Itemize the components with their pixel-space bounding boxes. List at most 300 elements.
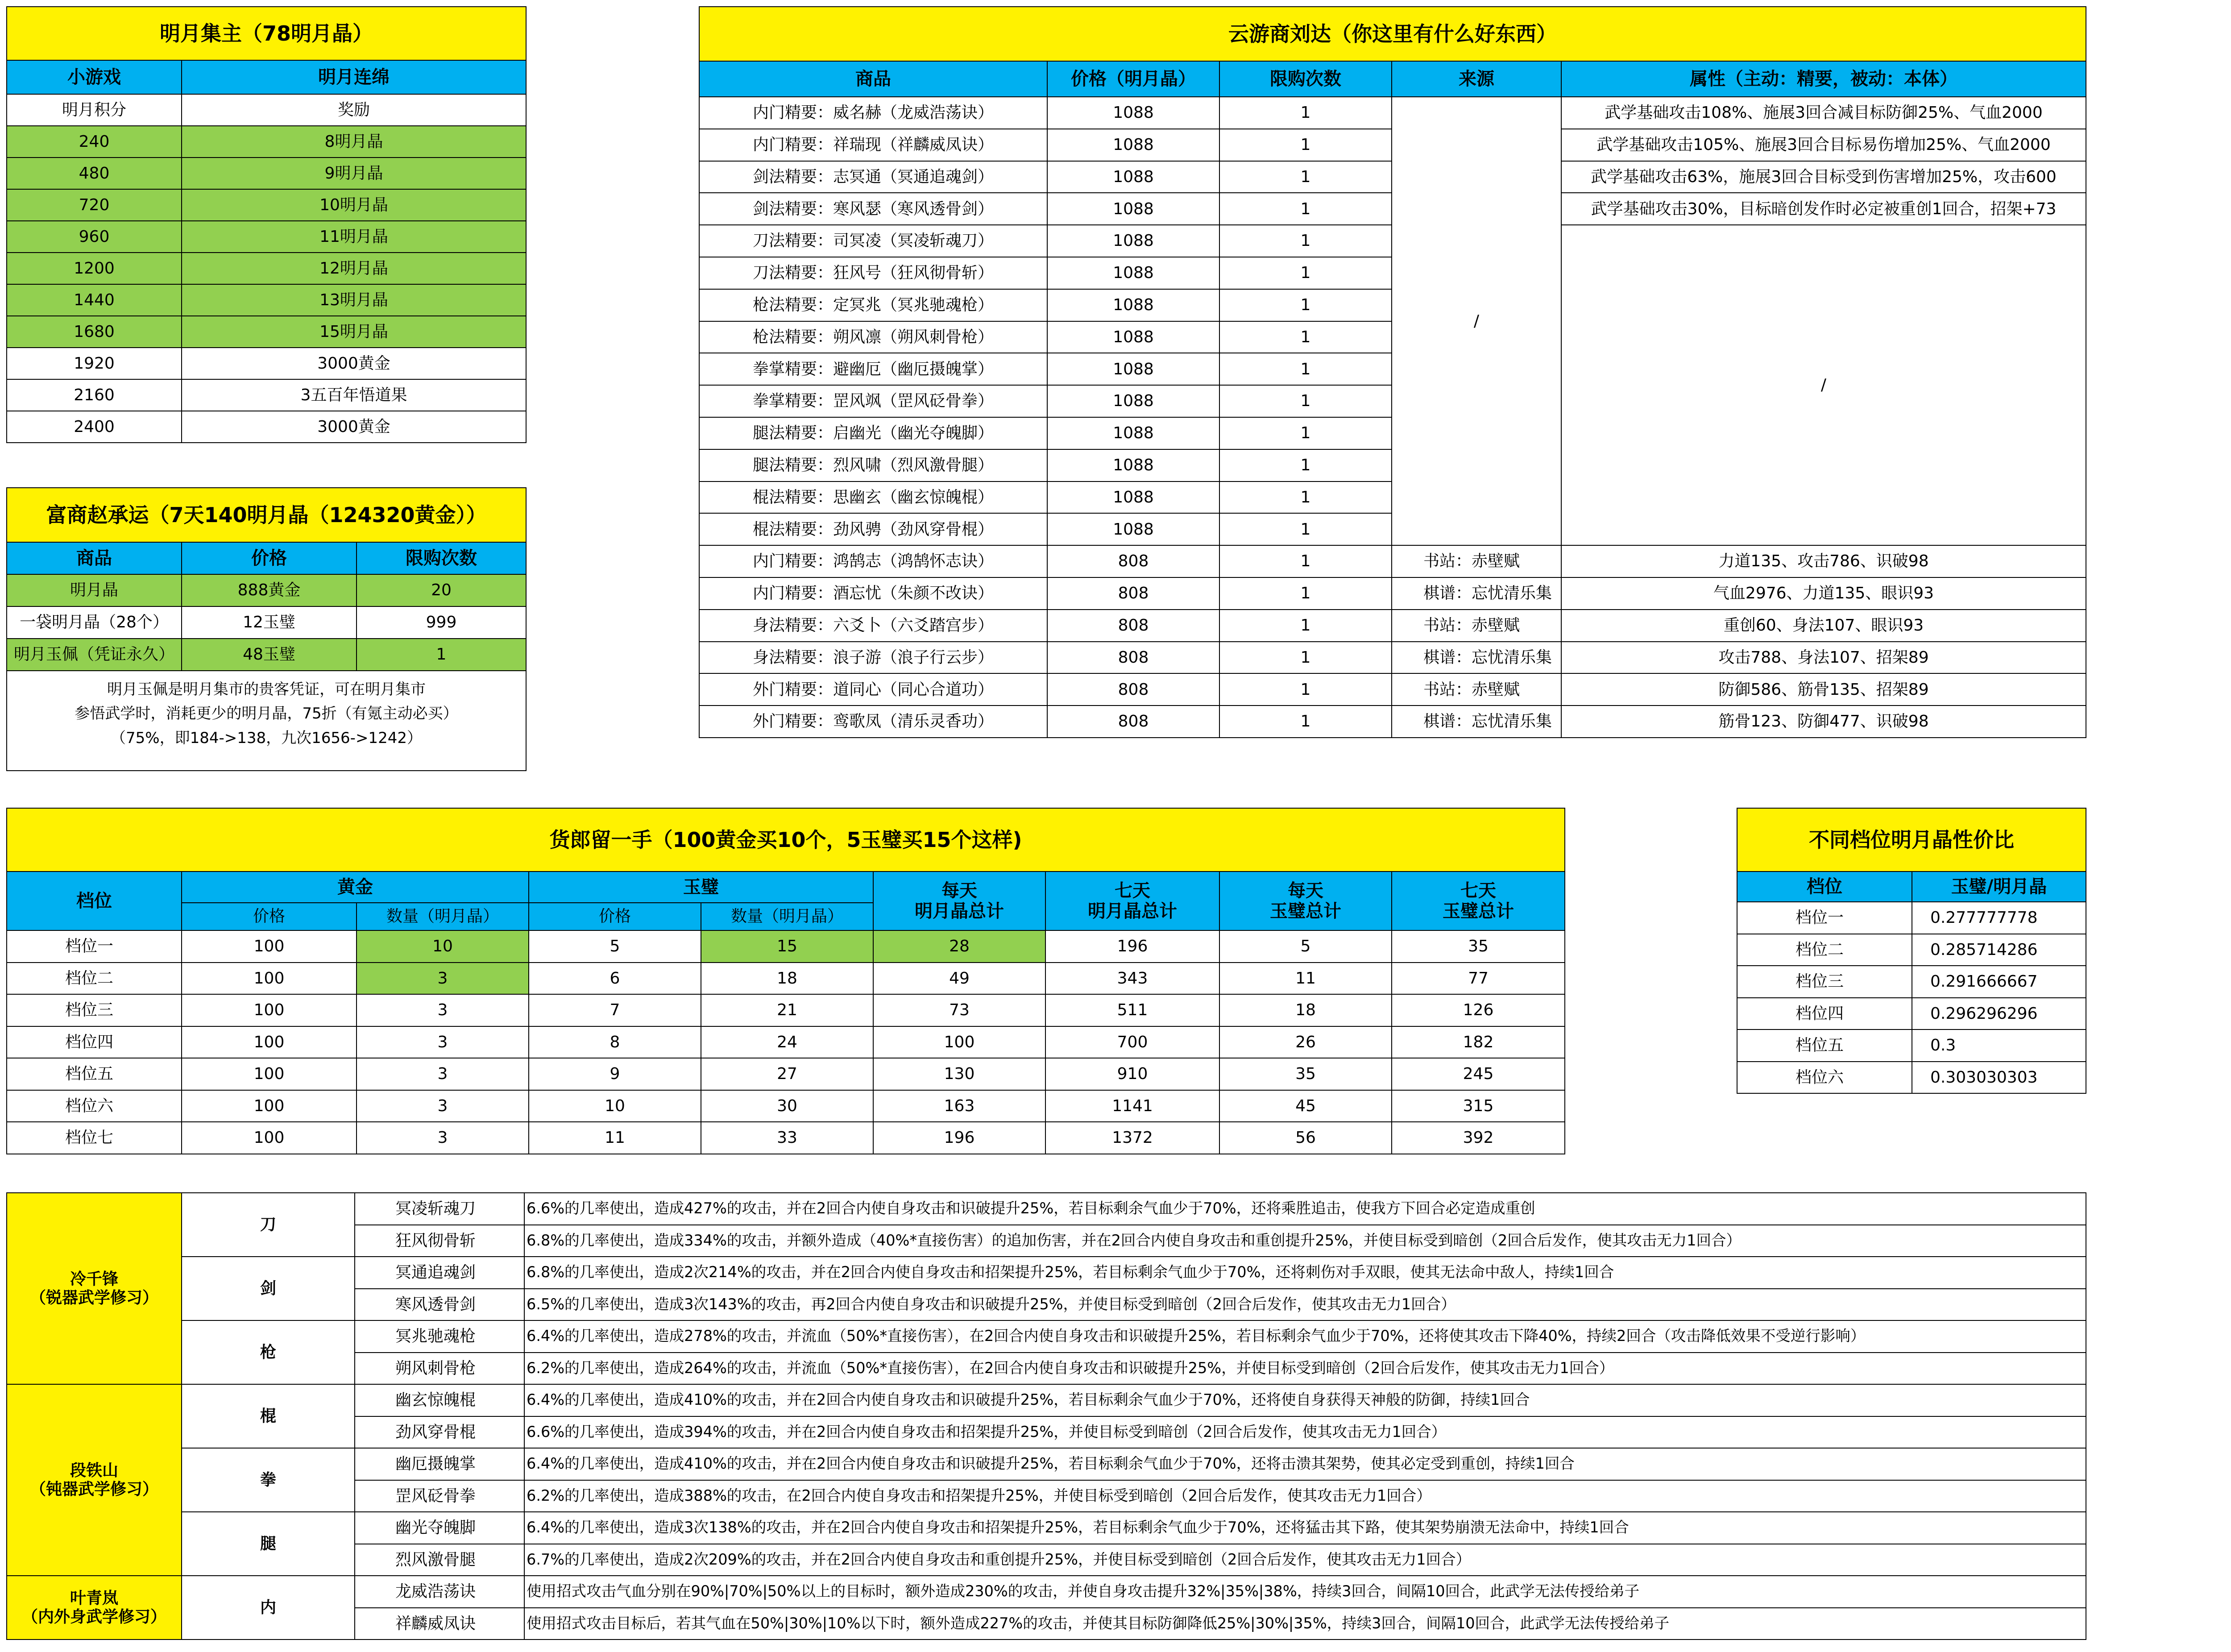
huolang-level-cell: 档位二 <box>7 963 182 995</box>
yunyou-price-cell: 808 <box>1047 610 1219 642</box>
table-row <box>7 574 526 606</box>
yunyou-item-cell: 棍法精要：思幽玄（幽玄惊魄棍） <box>699 481 1047 514</box>
skill-type-cell: 拳 <box>182 1448 355 1512</box>
skill-group-cell: 叶青岚 （内外身武学修习） <box>7 1576 182 1640</box>
huolang-day-jade-cell: 18 <box>1219 994 1392 1026</box>
yunyou-attr-cell: 筋骨123、防御477、识破98 <box>1561 706 2086 738</box>
yunyou-limit-cell: 1 <box>1219 161 1392 193</box>
ratio-level-cell: 档位三 <box>1737 966 1912 998</box>
huolang-table <box>6 808 1565 1154</box>
yunyou-limit-cell: 1 <box>1219 129 1392 161</box>
fushang-table-block <box>6 487 527 771</box>
huolang-jade-price-cell: 5 <box>529 930 701 963</box>
skill-type-cell: 内 <box>182 1576 355 1640</box>
yunyou-table <box>699 6 2086 738</box>
table-row <box>7 411 526 443</box>
huolang-week-total-cell: 196 <box>1045 930 1219 963</box>
yunyou-source-cell: 棋谱：忘忧清乐集 <box>1392 642 1561 674</box>
yunyou-price-cell: 1088 <box>1047 353 1219 385</box>
yunyou-limit-cell: 1 <box>1219 225 1392 257</box>
table-row <box>7 1512 2086 1544</box>
yunyou-title: 云游商刘达（你这里有什么好东西） <box>699 7 2086 61</box>
yunyou-item-cell: 腿法精要：烈风啸（烈风激骨腿） <box>699 449 1047 481</box>
table-row <box>7 1026 1565 1058</box>
table-row <box>7 1576 2086 1608</box>
yunyou-item-cell: 刀法精要：司冥凌（冥凌斩魂刀） <box>699 225 1047 257</box>
skill-desc-cell: 6.4%的几率使出，造成278%的攻击，并流血（50%*直接伤害），在2回合内使自身攻击和识破提升25%，若目标剩余气血少于70%，还将使其攻击下降40%，持续2回合（攻击降低效果不受逆行影响） <box>524 1320 2086 1353</box>
huolang-level-cell: 档位五 <box>7 1058 182 1090</box>
yunyou-header-price: 价格（明月晶） <box>1047 61 1219 97</box>
yunyou-limit-cell: 1 <box>1219 610 1392 642</box>
skill-desc-cell: 6.6%的几率使出，造成394%的攻击，并在2回合内使自身攻击和招架提升25%，并使目标受到暗创（2回合后发作，使其攻击无力1回合） <box>524 1416 2086 1449</box>
skill-desc-cell: 6.6%的几率使出，造成427%的攻击，并在2回合内使自身攻击和识破提升25%，若目标剩余气血少于70%，还将乘胜追击，使我方下回合必定造成重创 <box>524 1193 2086 1225</box>
yunyou-limit-cell: 1 <box>1219 289 1392 321</box>
huolang-gold-price-cell: 100 <box>182 963 357 995</box>
mingyue-reward-cell: 9明月晶 <box>182 158 526 189</box>
mingyue-score-cell: 明月积分 <box>7 94 182 126</box>
skill-name-cell: 寒风透骨剑 <box>355 1289 524 1321</box>
yunyou-price-cell: 1088 <box>1047 481 1219 514</box>
skill-name-cell: 祥麟威凤诀 <box>355 1608 524 1640</box>
mingyue-reward-cell: 3000黄金 <box>182 411 526 443</box>
yunyou-source-cell: 书站：赤壁赋 <box>1392 610 1561 642</box>
yunyou-limit-cell: 1 <box>1219 321 1392 353</box>
yunyou-price-cell: 1088 <box>1047 257 1219 289</box>
yunyou-item-cell: 外门精要：道同心（同心合道功） <box>699 673 1047 706</box>
fushang-header-limit: 限购次数 <box>357 542 526 574</box>
ratio-header-level: 档位 <box>1737 872 1912 902</box>
huolang-gold-qty-cell: 3 <box>357 963 529 995</box>
huolang-day-jade-cell: 45 <box>1219 1090 1392 1122</box>
huolang-week-jade-cell: 126 <box>1392 994 1565 1026</box>
huolang-day-total-cell: 28 <box>873 930 1045 963</box>
huolang-gold-qty-cell: 3 <box>357 1122 529 1154</box>
yunyou-source-cell: 书站：赤壁赋 <box>1392 545 1561 577</box>
yunyou-price-cell: 808 <box>1047 577 1219 610</box>
skill-desc-cell: 6.4%的几率使出，造成3次138%的攻击，并在2回合内使自身攻击和招架提升25%，若目标剩余气血少于70%，还将猛击其下路，使其架势崩溃无法命中，持续1回合 <box>524 1512 2086 1544</box>
mingyue-reward-cell: 12明月晶 <box>182 253 526 284</box>
yunyou-price-cell: 1088 <box>1047 449 1219 481</box>
yunyou-attr-cell: 武学基础攻击108%、施展3回合减目标防御25%、气血2000 <box>1561 97 2086 129</box>
table-row <box>699 706 2086 738</box>
huolang-week-total-cell: 343 <box>1045 963 1219 995</box>
skill-name-cell: 狂风彻骨斩 <box>355 1225 524 1257</box>
huolang-day-total-cell: 163 <box>873 1090 1045 1122</box>
huolang-jade-price-cell: 8 <box>529 1026 701 1058</box>
yunyou-item-cell: 内门精要：鸿鹄志（鸿鹄怀志诀） <box>699 545 1047 577</box>
table-row <box>1737 1062 2086 1094</box>
huolang-gold-qty-cell: 3 <box>357 994 529 1026</box>
huolang-jade-qty-cell: 18 <box>701 963 873 995</box>
huolang-gold-qty-cell: 3 <box>357 1090 529 1122</box>
mingyue-reward-cell: 3000黄金 <box>182 348 526 379</box>
mingyue-score-cell: 480 <box>7 158 182 189</box>
huolang-header-jade: 玉璧 <box>529 872 873 903</box>
table-row <box>7 1090 1565 1122</box>
table-row <box>1737 1029 2086 1062</box>
huolang-header-gold: 黄金 <box>182 872 529 903</box>
table-row <box>7 189 526 221</box>
huolang-day-total-cell: 130 <box>873 1058 1045 1090</box>
yunyou-item-cell: 棍法精要：劲风骋（劲风穿骨棍） <box>699 513 1047 545</box>
huolang-gold-qty-cell: 3 <box>357 1058 529 1090</box>
mingyue-score-cell: 960 <box>7 221 182 253</box>
huolang-jade-price-cell: 7 <box>529 994 701 1026</box>
yunyou-price-cell: 1088 <box>1047 513 1219 545</box>
yunyou-attr-cell: 武学基础攻击30%，目标暗创发作时必定被重创1回合，招架+73 <box>1561 193 2086 225</box>
huolang-week-total-cell: 1372 <box>1045 1122 1219 1154</box>
mingyue-reward-cell: 3五百年悟道果 <box>182 379 526 411</box>
yunyou-price-cell: 1088 <box>1047 385 1219 417</box>
yunyou-item-cell: 拳掌精要：罡风飒（罡风砭骨拳） <box>699 385 1047 417</box>
mingyue-score-cell: 1920 <box>7 348 182 379</box>
fushang-item-cell: 明月晶 <box>7 574 182 606</box>
table-row <box>7 1122 1565 1154</box>
mingyue-score-cell: 2160 <box>7 379 182 411</box>
huolang-gold-price-cell: 100 <box>182 1058 357 1090</box>
huolang-jade-qty-cell: 21 <box>701 994 873 1026</box>
ratio-level-cell: 档位一 <box>1737 902 1912 934</box>
huolang-week-jade-cell: 245 <box>1392 1058 1565 1090</box>
skill-desc-cell: 6.2%的几率使出，造成264%的攻击，并流血（50%*直接伤害），在2回合内使自身攻击和识破提升25%，并使目标受到暗创（2回合后发作，使其攻击无力1回合） <box>524 1353 2086 1385</box>
skill-group-cell: 段铁山 （钝器武学修习） <box>7 1384 182 1576</box>
table-row <box>7 963 1565 995</box>
mingyue-reward-cell: 奖励 <box>182 94 526 126</box>
table-row <box>7 1193 2086 1225</box>
huolang-week-total-cell: 700 <box>1045 1026 1219 1058</box>
yunyou-table-block <box>699 6 2086 738</box>
huolang-day-total-cell: 196 <box>873 1122 1045 1154</box>
table-row <box>1737 902 2086 934</box>
table-row <box>7 1058 1565 1090</box>
yunyou-item-cell: 枪法精要：朔风凛（朔风刺骨枪） <box>699 321 1047 353</box>
yunyou-limit-cell: 1 <box>1219 97 1392 129</box>
yunyou-limit-cell: 1 <box>1219 193 1392 225</box>
skill-desc-cell: 6.5%的几率使出，造成3次143%的攻击，再2回合内使自身攻击和识破提升25%，并使目标受到暗创（2回合后发作，使其攻击无力1回合） <box>524 1289 2086 1321</box>
yunyou-price-cell: 1088 <box>1047 289 1219 321</box>
table-row <box>699 610 2086 642</box>
yunyou-source-cell: 棋谱：忘忧清乐集 <box>1392 706 1561 738</box>
huolang-level-cell: 档位六 <box>7 1090 182 1122</box>
yunyou-limit-cell: 1 <box>1219 481 1392 514</box>
table-row <box>1737 934 2086 966</box>
ratio-rows <box>1737 902 2086 1093</box>
yunyou-item-cell: 拳掌精要：避幽厄（幽厄摄魄掌） <box>699 353 1047 385</box>
table-row <box>7 253 526 284</box>
table-row <box>7 606 526 639</box>
huolang-gold-qty-cell: 3 <box>357 1026 529 1058</box>
yunyou-item-cell: 剑法精要：志冥通（冥通追魂剑） <box>699 161 1047 193</box>
huolang-day-jade-cell: 35 <box>1219 1058 1392 1090</box>
mingyue-score-cell: 1680 <box>7 316 182 348</box>
yunyou-item-cell: 枪法精要：定冥兆（冥兆驰魂枪） <box>699 289 1047 321</box>
fushang-title: 富商赵承运（7天140明月晶（124320黄金）） <box>7 488 526 542</box>
table-row <box>7 930 1565 963</box>
huolang-jade-qty-cell: 33 <box>701 1122 873 1154</box>
huolang-rows <box>7 930 1565 1154</box>
skill-type-cell: 枪 <box>182 1320 355 1384</box>
mingyue-rows <box>7 94 526 443</box>
huolang-week-jade-cell: 35 <box>1392 930 1565 963</box>
table-row <box>1737 966 2086 998</box>
table-row <box>7 316 526 348</box>
skill-desc-cell: 6.8%的几率使出，造成2次214%的攻击，并在2回合内使自身攻击和招架提升25%，若目标剩余气血少于70%，还将刺伤对手双眼，使其无法命中敌人，持续1回合 <box>524 1257 2086 1289</box>
huolang-title: 货郎留一手（100黄金买10个，5玉璧买15个这样) <box>7 808 1565 872</box>
yunyou-attr-cell: 防御586、筋骨135、招架89 <box>1561 673 2086 706</box>
huolang-level-cell: 档位四 <box>7 1026 182 1058</box>
yunyou-header-item: 商品 <box>699 61 1047 97</box>
table-row <box>1737 998 2086 1030</box>
skill-name-cell: 朔风刺骨枪 <box>355 1353 524 1385</box>
yunyou-price-cell: 1088 <box>1047 225 1219 257</box>
fushang-header-item: 商品 <box>7 542 182 574</box>
huolang-level-cell: 档位一 <box>7 930 182 963</box>
mingyue-reward-cell: 13明月晶 <box>182 284 526 316</box>
table-row <box>699 545 2086 577</box>
mingyue-header-game: 小游戏 <box>7 60 182 94</box>
huolang-jade-qty-cell: 30 <box>701 1090 873 1122</box>
huolang-jade-price-cell: 11 <box>529 1122 701 1154</box>
skill-desc-cell: 使用招式攻击气血分别在90%|70%|50%以上的目标时，额外造成230%的攻击，并使自身攻击提升32%|35%|38%，持续3回合，间隔10回合，此武学无法传授给弟子 <box>524 1576 2086 1608</box>
table-row <box>7 221 526 253</box>
mingyue-title: 明月集主（78明月晶） <box>7 7 526 60</box>
huolang-gold-price-cell: 100 <box>182 1090 357 1122</box>
huolang-day-total-cell: 49 <box>873 963 1045 995</box>
table-row <box>7 1257 2086 1289</box>
huolang-week-jade-cell: 77 <box>1392 963 1565 995</box>
yunyou-limit-cell: 1 <box>1219 706 1392 738</box>
yunyou-limit-cell: 1 <box>1219 353 1392 385</box>
table-row <box>699 577 2086 610</box>
huolang-header-jade-qty: 数量（明月晶） <box>701 903 873 930</box>
ratio-value-cell: 0.277777778 <box>1912 902 2086 934</box>
huolang-week-total-cell: 910 <box>1045 1058 1219 1090</box>
skill-desc-cell: 6.2%的几率使出，造成388%的攻击，在2回合内使自身攻击和招架提升25%，并使目标受到暗创（2回合后发作，使其攻击无力1回合） <box>524 1480 2086 1512</box>
huolang-day-jade-cell: 26 <box>1219 1026 1392 1058</box>
fushang-rows <box>7 574 526 671</box>
skill-name-cell: 冥通追魂剑 <box>355 1257 524 1289</box>
huolang-jade-price-cell: 10 <box>529 1090 701 1122</box>
ratio-level-cell: 档位五 <box>1737 1029 1912 1062</box>
huolang-header-gold-qty: 数量（明月晶） <box>357 903 529 930</box>
ratio-value-cell: 0.3 <box>1912 1029 2086 1062</box>
huolang-week-total-cell: 511 <box>1045 994 1219 1026</box>
mingyue-score-cell: 240 <box>7 126 182 158</box>
table-row <box>7 994 1565 1026</box>
huolang-day-total-cell: 100 <box>873 1026 1045 1058</box>
fushang-item-cell: 一袋明月晶（28个） <box>7 606 182 639</box>
ratio-value-cell: 0.296296296 <box>1912 998 2086 1030</box>
yunyou-header-attr: 属性（主动：精要，被动：本体） <box>1561 61 2086 97</box>
ratio-level-cell: 档位四 <box>1737 998 1912 1030</box>
huolang-gold-price-cell: 100 <box>182 1026 357 1058</box>
huolang-header-week-jade: 七天 玉璧总计 <box>1392 872 1565 930</box>
yunyou-header-source: 来源 <box>1392 61 1561 97</box>
table-row <box>699 642 2086 674</box>
yunyou-limit-cell: 1 <box>1219 385 1392 417</box>
yunyou-attr-cell: 武学基础攻击105%、施展3回合目标易伤增加25%、气血2000 <box>1561 129 2086 161</box>
yunyou-item-cell: 内门精要：酒忘忧（朱颜不改诀） <box>699 577 1047 610</box>
yunyou-attr-cell: 重创60、身法107、眼识93 <box>1561 610 2086 642</box>
yunyou-item-cell: 刀法精要：狂风号（狂风彻骨斩） <box>699 257 1047 289</box>
fushang-limit-cell: 999 <box>357 606 526 639</box>
ratio-title: 不同档位明月晶性价比 <box>1737 808 2086 872</box>
yunyou-item-cell: 腿法精要：启幽光（幽光夺魄脚） <box>699 417 1047 449</box>
huolang-week-jade-cell: 182 <box>1392 1026 1565 1058</box>
yunyou-price-cell: 808 <box>1047 673 1219 706</box>
fushang-item-cell: 明月玉佩（凭证永久） <box>7 639 182 671</box>
skill-type-cell: 腿 <box>182 1512 355 1576</box>
yunyou-limit-cell: 1 <box>1219 577 1392 610</box>
skill-name-cell: 烈风激骨腿 <box>355 1544 524 1576</box>
huolang-header-gold-price: 价格 <box>182 903 357 930</box>
yunyou-limit-cell: 1 <box>1219 642 1392 674</box>
skill-name-cell: 龙威浩荡诀 <box>355 1576 524 1608</box>
huolang-gold-qty-cell: 10 <box>357 930 529 963</box>
yunyou-attr-cell: 攻击788、身法107、招架89 <box>1561 642 2086 674</box>
yunyou-limit-cell: 1 <box>1219 417 1392 449</box>
mingyue-reward-cell: 11明月晶 <box>182 221 526 253</box>
fushang-price-cell: 12玉璧 <box>182 606 357 639</box>
yunyou-price-cell: 1088 <box>1047 129 1219 161</box>
huolang-gold-price-cell: 100 <box>182 930 357 963</box>
huolang-header-week-total: 七天 明月晶总计 <box>1045 872 1219 930</box>
fushang-table <box>6 487 527 671</box>
mingyue-table-block <box>6 6 527 443</box>
huolang-day-total-cell: 73 <box>873 994 1045 1026</box>
skill-type-cell: 棍 <box>182 1384 355 1448</box>
huolang-header-day-total: 每天 明月晶总计 <box>873 872 1045 930</box>
huolang-gold-price-cell: 100 <box>182 1122 357 1154</box>
skill-desc-cell: 6.8%的几率使出，造成334%的攻击，并额外造成（40%*直接伤害）的追加伤害，并在2回合内使自身攻击和重创提升25%，并使目标受到暗创（2回合后发作，使其攻击无力1回合） <box>524 1225 2086 1257</box>
yunyou-limit-cell: 1 <box>1219 545 1392 577</box>
fushang-limit-cell: 20 <box>357 574 526 606</box>
yunyou-rows <box>699 97 2086 738</box>
ratio-level-cell: 档位六 <box>1737 1062 1912 1094</box>
yunyou-price-cell: 1088 <box>1047 97 1219 129</box>
skill-name-cell: 冥兆驰魂枪 <box>355 1320 524 1353</box>
skill-name-cell: 罡风砭骨拳 <box>355 1480 524 1512</box>
skill-type-cell: 刀 <box>182 1193 355 1257</box>
yunyou-price-cell: 808 <box>1047 642 1219 674</box>
table-row <box>7 1448 2086 1480</box>
yunyou-attr-cell: 武学基础攻击63%，施展3回合目标受到伤害增加25%，攻击600 <box>1561 161 2086 193</box>
yunyou-header-limit: 限购次数 <box>1219 61 1392 97</box>
skill-name-cell: 劲风穿骨棍 <box>355 1416 524 1449</box>
ratio-value-cell: 0.285714286 <box>1912 934 2086 966</box>
ratio-table-block <box>1737 808 2086 1094</box>
huolang-jade-price-cell: 6 <box>529 963 701 995</box>
yunyou-price-cell: 1088 <box>1047 321 1219 353</box>
huolang-jade-qty-cell: 24 <box>701 1026 873 1058</box>
mingyue-score-cell: 720 <box>7 189 182 221</box>
huolang-gold-price-cell: 100 <box>182 994 357 1026</box>
table-row <box>7 126 526 158</box>
skills-table-block <box>6 1192 2086 1640</box>
huolang-day-jade-cell: 5 <box>1219 930 1392 963</box>
yunyou-source-slash: / <box>1392 97 1561 545</box>
skill-type-cell: 剑 <box>182 1257 355 1320</box>
huolang-table-block <box>6 808 1565 1154</box>
yunyou-item-cell: 内门精要：威名赫（龙威浩荡诀） <box>699 97 1047 129</box>
yunyou-source-cell: 书站：赤壁赋 <box>1392 673 1561 706</box>
huolang-header-jade-price: 价格 <box>529 903 701 930</box>
yunyou-attr-cell: 力道135、攻击786、识破98 <box>1561 545 2086 577</box>
skill-name-cell: 幽厄摄魄掌 <box>355 1448 524 1480</box>
mingyue-reward-cell: 15明月晶 <box>182 316 526 348</box>
mingyue-reward-cell: 10明月晶 <box>182 189 526 221</box>
skill-group-cell: 冷千锋 （锐器武学修习） <box>7 1193 182 1384</box>
ratio-value-cell: 0.291666667 <box>1912 966 2086 998</box>
table-row <box>7 348 526 379</box>
yunyou-limit-cell: 1 <box>1219 449 1392 481</box>
huolang-jade-qty-cell: 15 <box>701 930 873 963</box>
huolang-week-total-cell: 1141 <box>1045 1090 1219 1122</box>
skills-table <box>6 1192 2086 1640</box>
yunyou-price-cell: 1088 <box>1047 193 1219 225</box>
fushang-price-cell: 48玉璧 <box>182 639 357 671</box>
mingyue-score-cell: 1200 <box>7 253 182 284</box>
huolang-day-jade-cell: 11 <box>1219 963 1392 995</box>
yunyou-item-cell: 身法精要：六爻卜（六爻踏宫步） <box>699 610 1047 642</box>
skill-name-cell: 幽玄惊魄棍 <box>355 1384 524 1416</box>
mingyue-table <box>6 6 527 443</box>
mingyue-score-cell: 2400 <box>7 411 182 443</box>
table-row <box>7 158 526 189</box>
huolang-level-cell: 档位七 <box>7 1122 182 1154</box>
mingyue-header-series: 明月连绵 <box>182 60 526 94</box>
ratio-table <box>1737 808 2086 1094</box>
skill-desc-cell: 6.7%的几率使出，造成2次209%的攻击，并在2回合内使自身攻击和重创提升25%，并使目标受到暗创（2回合后发作，使其攻击无力1回合） <box>524 1544 2086 1576</box>
huolang-week-jade-cell: 392 <box>1392 1122 1565 1154</box>
skill-desc-cell: 使用招式攻击目标后，若其气血在50%|30%|10%以下时，额外造成227%的攻击，并使其目标防御降低25%|30%|35%，持续3回合，间隔10回合，此武学无法传授给弟子 <box>524 1608 2086 1640</box>
table-row <box>699 673 2086 706</box>
yunyou-limit-cell: 1 <box>1219 513 1392 545</box>
huolang-header-level: 档位 <box>7 872 182 930</box>
huolang-week-jade-cell: 315 <box>1392 1090 1565 1122</box>
table-row <box>7 94 526 126</box>
huolang-day-jade-cell: 56 <box>1219 1122 1392 1154</box>
table-row <box>7 1320 2086 1353</box>
ratio-level-cell: 档位二 <box>1737 934 1912 966</box>
ratio-value-cell: 0.303030303 <box>1912 1062 2086 1094</box>
mingyue-reward-cell: 8明月晶 <box>182 126 526 158</box>
huolang-jade-qty-cell: 27 <box>701 1058 873 1090</box>
yunyou-price-cell: 1088 <box>1047 161 1219 193</box>
yunyou-limit-cell: 1 <box>1219 673 1392 706</box>
yunyou-source-cell: 棋谱：忘忧清乐集 <box>1392 577 1561 610</box>
yunyou-item-cell: 剑法精要：寒风瑟（寒风透骨剑） <box>699 193 1047 225</box>
skill-desc-cell: 6.4%的几率使出，造成410%的攻击，并在2回合内使自身攻击和识破提升25%，若目标剩余气血少于70%，还将击溃其架势，使其必定受到重创，持续1回合 <box>524 1448 2086 1480</box>
huolang-level-cell: 档位三 <box>7 994 182 1026</box>
skill-desc-cell: 6.4%的几率使出，造成410%的攻击，并在2回合内使自身攻击和识破提升25%，若目标剩余气血少于70%，还将使自身获得天神般的防御，持续1回合 <box>524 1384 2086 1416</box>
huolang-jade-price-cell: 9 <box>529 1058 701 1090</box>
yunyou-price-cell: 808 <box>1047 545 1219 577</box>
skill-name-cell: 幽光夺魄脚 <box>355 1512 524 1544</box>
mingyue-score-cell: 1440 <box>7 284 182 316</box>
skills-rows <box>7 1193 2086 1640</box>
yunyou-item-cell: 外门精要：鸾歌凤（清乐灵香功） <box>699 706 1047 738</box>
table-row <box>699 97 2086 129</box>
yunyou-price-cell: 1088 <box>1047 417 1219 449</box>
table-row <box>7 639 526 671</box>
yunyou-limit-cell: 1 <box>1219 257 1392 289</box>
table-row <box>7 284 526 316</box>
yunyou-attr-slash: / <box>1561 225 2086 545</box>
yunyou-item-cell: 内门精要：祥瑞现（祥麟威凤诀） <box>699 129 1047 161</box>
fushang-price-cell: 888黄金 <box>182 574 357 606</box>
yunyou-item-cell: 身法精要：浪子游（浪子行云步） <box>699 642 1047 674</box>
